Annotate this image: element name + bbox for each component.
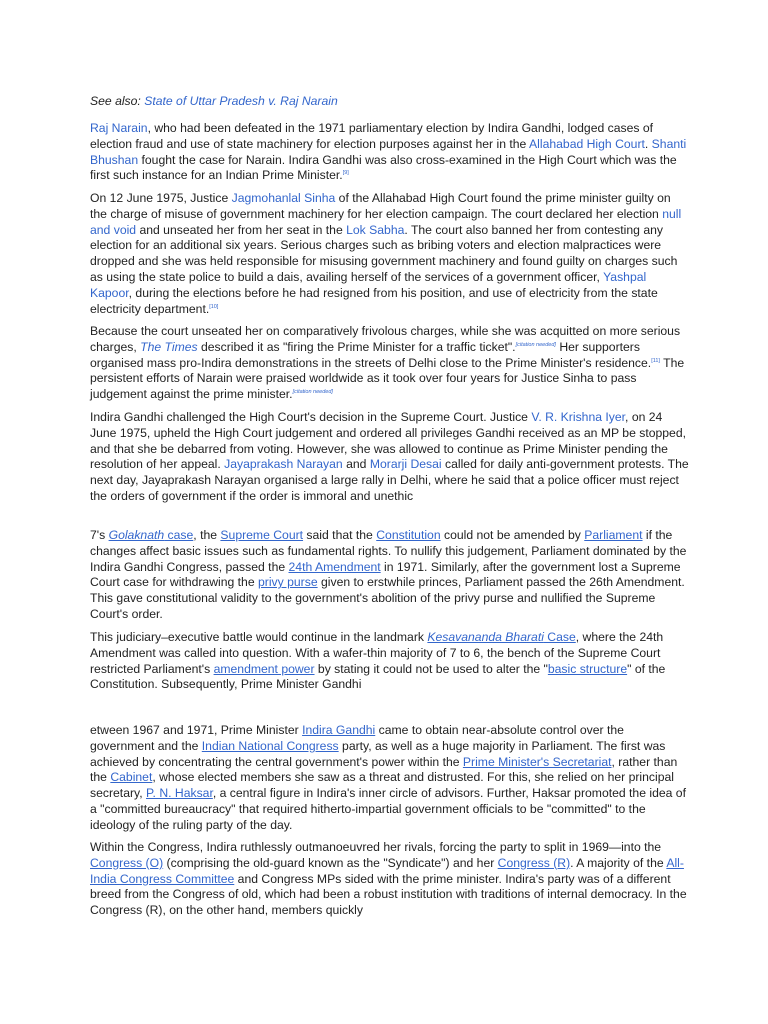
text: if the changes affect basic issues such as fundamental rights. To nullify this judgement, Parliament dominated by the Indira Gandhi Congress, passed the: [90, 528, 687, 574]
link-cabinet[interactable]: Cabinet: [110, 770, 153, 785]
link-supreme-court[interactable]: Supreme Court: [220, 528, 304, 542]
text: fought the case for Narain. Indira Gandhi was also cross-examined in the High Court which was the first such instance for an Indian Prime Minister.: [90, 152, 677, 183]
text: , on 24 June 1975, upheld the High Court judgement and ordered all privileges Gandhi received as an MP be stopped, and that she be debarred from voting. However, she was allowed to continue as Prime Minister pending the resolution of her appeal.: [90, 410, 686, 472]
text: Indira Gandhi challenged the High Court's decision in the Supreme Court. Justice: [90, 410, 532, 424]
text: .: [644, 136, 652, 151]
text: , during the elections before he had resigned from his position, and use of electricity from the state electricity department.: [90, 285, 658, 316]
text: described it as "firing the Prime Minister for a traffic ticket".: [197, 339, 516, 354]
link-jayaprakash-narayan[interactable]: Jayaprakash Narayan: [224, 457, 343, 472]
text: , rather than the: [90, 754, 678, 785]
link-golaknath[interactable]: Golaknath: [108, 528, 165, 542]
text: etween 1967 and 1971, Prime Minister: [90, 723, 303, 737]
paragraph-congress-split: [90, 840, 690, 919]
text: Because the court unseated her on comparatively frivolous charges, while she was acquitted on more serious charges,: [90, 324, 681, 354]
text: said that the: [303, 528, 377, 542]
text: , whose elected members she saw as a threat and distrusted. For this, she relied on her principal secretary,: [90, 770, 674, 801]
link-kesavananda-case[interactable]: Case: [543, 630, 576, 644]
text: , a central figure in Indira's inner circle of advisors. Further, Haksar promoted the idea of a "committed bureaucracy" that required hitherto-impartial government officials to be "committed" to the ideology of the ruling party of the day.: [90, 786, 686, 832]
text: , who had been defeated in the 1971 parliamentary election by Indira Gandhi, lodged cases of election fraud and use of state machinery for election purposes against her in the: [90, 121, 654, 151]
link-the-times[interactable]: The Times: [140, 339, 198, 354]
text: , where the 24th Amendment was called into question. With a wafer-thin majority of 7 to 6, the bench of the Supreme Court restricted Parliament's: [90, 630, 664, 676]
paragraph-judgement: [90, 191, 690, 317]
text: , the: [193, 528, 221, 542]
citation-11[interactable]: [11]: [651, 357, 660, 364]
text: and: [342, 457, 370, 472]
link-morarji-desai[interactable]: Morarji Desai: [369, 457, 442, 472]
citation-needed-1[interactable]: [citation needed]: [515, 341, 556, 348]
paragraph-consolidation: [90, 723, 690, 834]
link-basic-structure[interactable]: basic structure: [547, 661, 628, 676]
text: called for daily anti-government protests. The next day, Jayaprakash Narayan organised a large rally in Delhi, where he said that a police officer must reject the orders of government if the order is immoral and unethic: [90, 457, 689, 503]
link-raj-narain[interactable]: Raj Narain: [90, 121, 148, 135]
citation-needed-2[interactable]: [citation needed]: [292, 389, 333, 396]
link-parliament[interactable]: Parliament: [584, 528, 643, 542]
text: party, as well as a huge majority in Parliament. The first was achieved by concentrating the central government's power within the: [90, 738, 666, 769]
text: of the Allahabad High Court found the prime minister guilty on the charge of misuse of government machinery for her election campaign. The court declared her election: [90, 191, 671, 221]
link-jagmohanlal-sinha[interactable]: Jagmohanlal Sinha: [231, 191, 336, 205]
text: given to erstwhile princes, Parliament passed the 26th Amendment. This gave constitutional validity to the government's abolition of the privy purse and nullified the Supreme Court's order.: [90, 575, 685, 621]
see-also-line: [90, 94, 690, 110]
link-yashpal-kapoor[interactable]: Yashpal Kapoor: [90, 269, 647, 300]
text: 7's: [90, 528, 109, 542]
citation-10[interactable]: [10]: [209, 303, 219, 310]
link-golaknath-case[interactable]: case: [164, 528, 194, 542]
see-also-link[interactable]: State of Uttar Pradesh v. Raj Narain: [144, 94, 338, 108]
paragraph-golaknath: [90, 528, 690, 623]
link-shanti-bhushan[interactable]: Shanti Bhushan: [90, 136, 687, 167]
text: . The court also banned her from contesting any election for an additional six years. Serious charges such as bribing voters and election malpractices were dropped and she was held responsible for misusing government machinery and found guilty on charges such as using the state police to build a dais, availing herself of the services of a government officer,: [90, 222, 678, 284]
text: could not be amended by: [440, 528, 585, 542]
link-constitution[interactable]: Constitution: [376, 528, 441, 542]
link-privy-purse[interactable]: privy purse: [258, 575, 318, 590]
link-indira-gandhi[interactable]: Indira Gandhi: [302, 723, 376, 737]
text: Within the Congress, Indira ruthlessly outmanoeuvred her rivals, forcing the party to split in 1969—into the: [90, 840, 662, 854]
paragraph-supreme-court-challenge: [90, 410, 690, 505]
link-congress-o[interactable]: Congress (O): [90, 855, 164, 870]
text: by stating it could not be used to alter the ": [314, 661, 548, 676]
text: in 1971. Similarly, after the government lost a Supreme Court case for withdrawing the: [90, 559, 681, 590]
text: This judiciary–executive battle would continue in the landmark: [90, 630, 428, 644]
link-lok-sabha[interactable]: Lok Sabha: [346, 222, 405, 237]
text: Her supporters organised mass pro-Indira demonstrations in the streets of Delhi close to the Prime Minister's residence.: [90, 339, 652, 370]
text: came to obtain near-absolute control over the government and the: [90, 723, 624, 753]
link-congress-r[interactable]: Congress (R): [497, 855, 571, 870]
link-indian-national-congress[interactable]: Indian National Congress: [201, 738, 339, 753]
link-p-n-haksar[interactable]: P. N. Haksar: [146, 786, 213, 801]
link-allahabad-high-court[interactable]: Allahabad High Court: [529, 136, 645, 151]
link-v-r-krishna-iyer[interactable]: V. R. Krishna Iyer: [531, 410, 626, 424]
text: and unseated her from her seat in the: [136, 222, 347, 237]
link-all-india-congress-committee[interactable]: All-India Congress Committee: [90, 855, 684, 886]
link-null-and-void[interactable]: null and void: [90, 206, 682, 237]
link-prime-ministers-secretariat[interactable]: Prime Minister's Secretariat: [462, 754, 612, 769]
text: and Congress MPs sided with the prime minister. Indira's party was of a different breed from the Congress of old, which had been a robust institution with traditions of internal democracy. In the Congress (R), on the other hand, members quickly: [90, 871, 687, 918]
link-24th-amendment[interactable]: 24th Amendment: [288, 559, 381, 574]
text: (comprising the old-guard known as the "Syndicate") and her: [163, 855, 498, 870]
text: . A majority of the: [570, 855, 667, 870]
text: " of the Constitution. Subsequently, Prime Minister Gandhi: [90, 661, 666, 692]
paragraph-kesavananda: [90, 630, 690, 693]
link-amendment-power[interactable]: amendment power: [213, 661, 315, 676]
text: The persistent efforts of Narain were praised worldwide as it took over four years for Justice Sinha to pass judgement against the prime minister.: [90, 355, 685, 402]
citation-9[interactable]: [9]: [342, 170, 349, 177]
see-also-label: See also:: [90, 94, 141, 108]
link-kesavananda-bharati[interactable]: Kesavananda Bharati: [427, 630, 544, 644]
paragraph-frivolous-charges: [90, 324, 690, 403]
paragraph-raj-narain: [90, 121, 690, 184]
text: On 12 June 1975, Justice: [90, 191, 232, 205]
